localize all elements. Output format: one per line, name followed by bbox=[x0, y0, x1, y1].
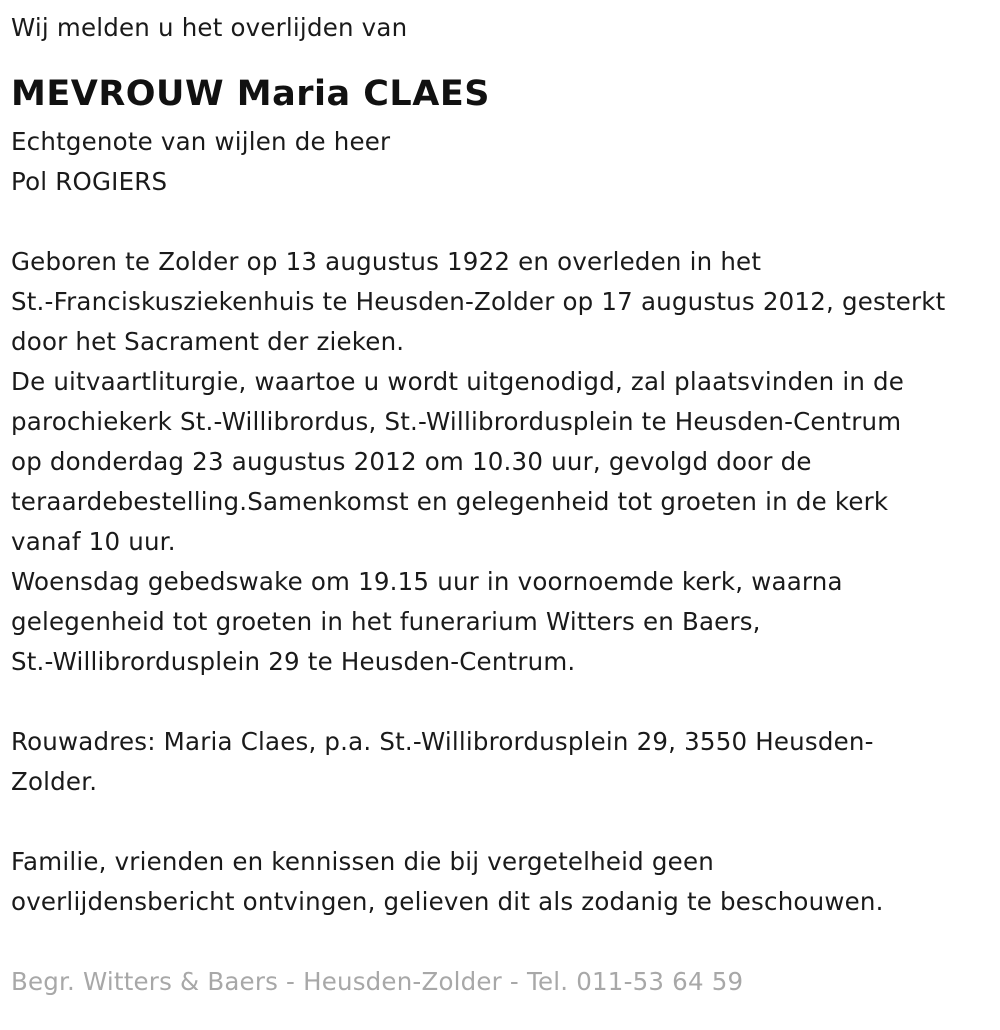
body-line: vanaf 10 uur. bbox=[11, 527, 176, 556]
spouse-line: Echtgenote van wijlen de heer bbox=[11, 127, 391, 156]
body-line: De uitvaartliturgie, waartoe u wordt uitgenodigd, zal plaatsvinden in de bbox=[11, 367, 905, 396]
address-line: Zolder. bbox=[11, 767, 98, 796]
closing-line: overlijdensbericht ontvingen, gelieven dit als zodanig te beschouwen. bbox=[11, 887, 884, 916]
body-line: door het Sacrament der zieken. bbox=[11, 327, 405, 356]
body-line: gelegenheid tot groeten in het funerarium Witters en Baers, bbox=[11, 607, 761, 636]
spacer bbox=[11, 802, 990, 842]
spouse-name: Pol ROGIERS bbox=[11, 167, 168, 196]
body-line: Woensdag gebedswake om 19.15 uur in voornoemde kerk, waarna bbox=[11, 567, 843, 596]
closing-line: Familie, vrienden en kennissen die bij vergetelheid geen bbox=[11, 847, 714, 876]
spacer bbox=[11, 682, 990, 722]
address-block bbox=[11, 722, 990, 802]
address-line: Rouwadres: Maria Claes, p.a. St.-Willibrordusplein 29, 3550 Heusden- bbox=[11, 727, 874, 756]
funeral-home-footer: Begr. Witters & Baers - Heusden-Zolder - Tel. 011-53 64 59 bbox=[11, 967, 744, 996]
spacer bbox=[11, 202, 990, 242]
body-line: parochiekerk St.-Willibrordus, St.-Willibrordusplein te Heusden-Centrum bbox=[11, 407, 902, 436]
spouse-block bbox=[11, 122, 990, 202]
body-line: teraardebestelling.Samenkomst en gelegenheid tot groeten in de kerk bbox=[11, 487, 889, 516]
deceased-name: MEVROUW Maria CLAES bbox=[11, 74, 490, 114]
body-line: St.-Willibrordusplein 29 te Heusden-Centrum. bbox=[11, 647, 576, 676]
body-line: op donderdag 23 augustus 2012 om 10.30 uur, gevolgd door de bbox=[11, 447, 812, 476]
body-line: Geboren te Zolder op 13 augustus 1922 en overleden in het bbox=[11, 247, 762, 276]
intro-text: Wij melden u het overlijden van bbox=[11, 13, 408, 42]
closing-block bbox=[11, 842, 990, 922]
body-line: St.-Franciskusziekenhuis te Heusden-Zolder op 17 augustus 2012, gesterkt bbox=[11, 287, 946, 316]
body-block bbox=[11, 242, 990, 682]
